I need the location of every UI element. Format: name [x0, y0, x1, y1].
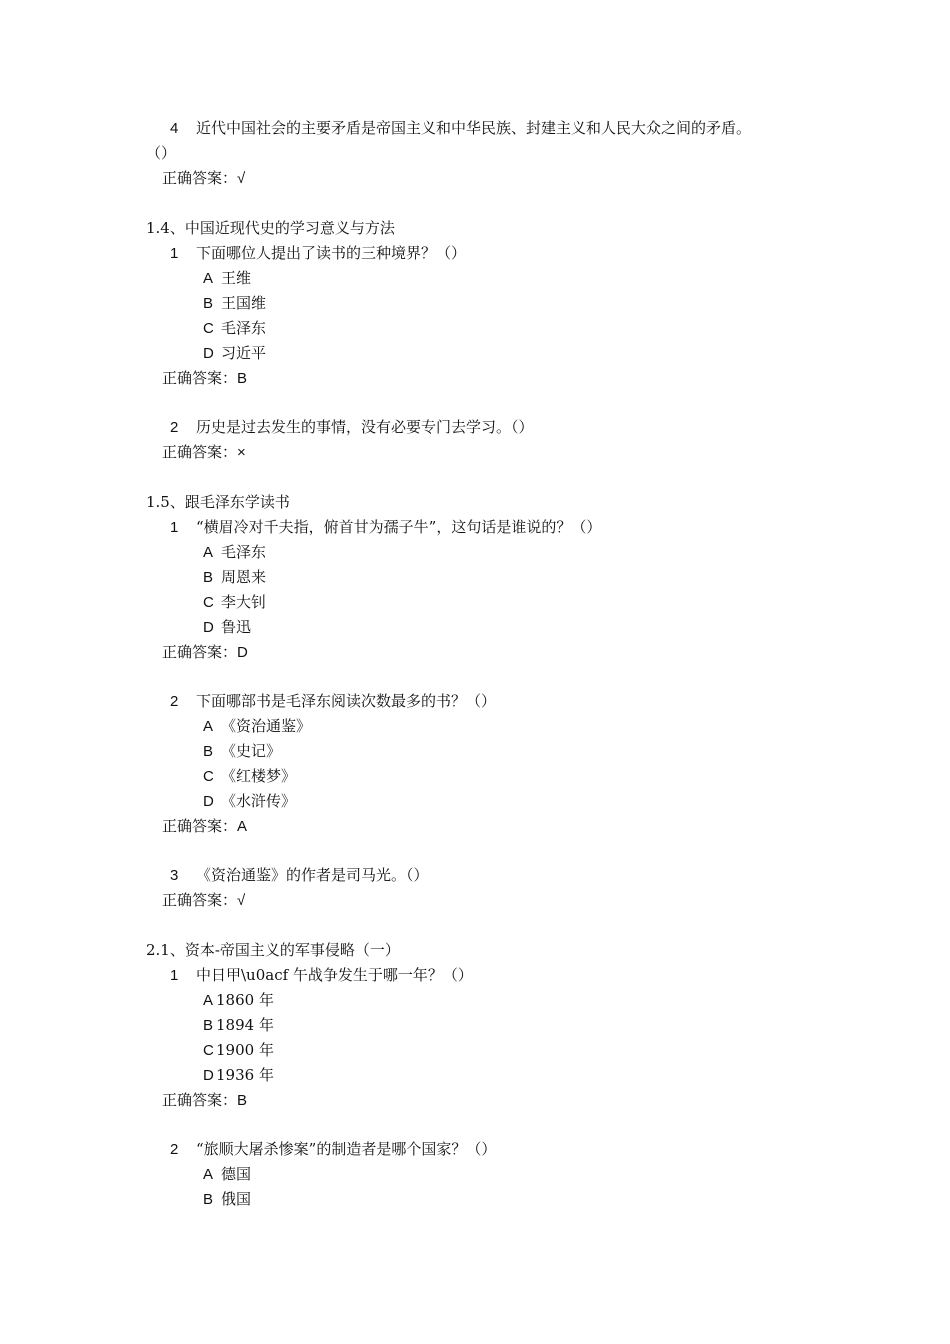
option-text: 《史记》	[221, 742, 282, 760]
answer-line	[162, 642, 248, 663]
option-letter: D	[203, 793, 214, 810]
question-number: 4	[170, 120, 179, 137]
option-letter: A	[203, 544, 214, 561]
option-letter: D	[203, 1067, 214, 1084]
option-line	[203, 990, 274, 1011]
option-letter: A	[203, 1166, 214, 1183]
option-text: 王国维	[221, 294, 267, 312]
question-number: 2	[170, 1141, 179, 1158]
question-number: 2	[170, 693, 179, 710]
option-letter: D	[203, 345, 214, 362]
question-text: 近代中国社会的主要矛盾是帝国主义和中华民族、封建主义和人民大众之间的矛盾。	[196, 119, 752, 137]
question-text: 《资治通鉴》的作者是司马光。（）	[196, 866, 429, 884]
question-line	[170, 965, 473, 986]
option-text: 《资治通鉴》	[221, 717, 312, 735]
question-line	[170, 243, 466, 264]
option-letter: C	[203, 768, 214, 785]
answer-value: D	[237, 644, 248, 661]
option-text: 《水浒传》	[221, 792, 297, 810]
answer-line	[162, 816, 247, 837]
answer-line	[162, 168, 245, 189]
option-text: 1900 年	[216, 1041, 274, 1059]
question-line	[170, 118, 751, 139]
option-line	[203, 1164, 251, 1185]
question-text: 中日甲\u0acf 午战争发生于哪一年？（）	[196, 966, 473, 984]
answer-value: B	[237, 370, 248, 387]
option-letter: C	[203, 320, 214, 337]
option-text: 毛泽东	[221, 319, 267, 337]
option-line	[203, 268, 251, 289]
answer-value: √	[237, 170, 246, 187]
option-letter: B	[203, 295, 214, 312]
option-text: 德国	[221, 1165, 252, 1183]
option-letter: C	[203, 1042, 214, 1059]
question-number: 1	[170, 519, 179, 536]
option-letter: D	[203, 619, 214, 636]
section-title: 1.4、中国近现代史的学习意义与方法	[146, 219, 395, 237]
option-text: 俄国	[221, 1190, 252, 1208]
option-letter: A	[203, 992, 214, 1009]
section-title: 1.5、跟毛泽东学读书	[146, 493, 290, 511]
question-line	[170, 691, 496, 712]
answer-label: 正确答案：	[162, 169, 238, 187]
option-text: 李大钊	[221, 593, 267, 611]
answer-label: 正确答案：	[162, 1091, 238, 1109]
option-line	[203, 318, 266, 339]
answer-line	[162, 368, 247, 389]
option-letter: C	[203, 594, 214, 611]
question-text: “旅顺大屠杀惨案”的制造者是哪个国家？（）	[196, 1140, 497, 1158]
option-text: 鲁迅	[221, 618, 252, 636]
option-letter: A	[203, 270, 214, 287]
answer-line	[162, 442, 246, 463]
option-line	[203, 567, 266, 588]
question-line	[170, 517, 601, 538]
option-text: 《红楼梦》	[221, 767, 297, 785]
question-number: 3	[170, 867, 179, 884]
option-line	[203, 293, 266, 314]
question-text: 下面哪部书是毛泽东阅读次数最多的书？（）	[196, 692, 497, 710]
answer-line	[162, 890, 245, 911]
option-letter: A	[203, 718, 214, 735]
option-line	[203, 1189, 251, 1210]
question-number: 2	[170, 419, 179, 436]
option-line	[203, 343, 266, 364]
question-number: 1	[170, 245, 179, 262]
answer-label: 正确答案：	[162, 643, 238, 661]
option-line	[203, 592, 266, 613]
question-text: 下面哪位人提出了读书的三种境界？（）	[196, 244, 467, 262]
option-text: 王维	[221, 269, 252, 287]
answer-value: √	[237, 892, 246, 909]
question-text: 历史是过去发生的事情，没有必要专门去学习。（）	[196, 418, 534, 436]
option-line	[203, 791, 296, 812]
option-text: 1860 年	[216, 991, 274, 1009]
option-text: 周恩来	[221, 568, 267, 586]
answer-value: B	[237, 1092, 248, 1109]
option-line	[203, 716, 311, 737]
answer-label: 正确答案：	[162, 891, 238, 909]
question-line	[170, 417, 534, 438]
answer-value: A	[237, 818, 248, 835]
option-line	[203, 1040, 274, 1061]
option-line	[203, 741, 281, 762]
section-title: 2.1、资本-帝国主义的军事侵略（一）	[146, 941, 400, 959]
question-text: “横眉冷对千夫指，俯首甘为孺子牛”，这句话是谁说的？（）	[196, 518, 602, 536]
option-text: 1894 年	[216, 1016, 274, 1034]
answer-label: 正确答案：	[162, 369, 238, 387]
answer-value: ×	[237, 444, 246, 461]
question-number: 1	[170, 967, 179, 984]
option-line	[203, 1015, 274, 1036]
question-line	[170, 1139, 496, 1160]
question-paren: （）	[146, 144, 177, 162]
option-letter: B	[203, 743, 214, 760]
option-line	[203, 1065, 274, 1086]
question-line	[170, 865, 429, 886]
option-letter: B	[203, 1017, 214, 1034]
option-letter: B	[203, 1191, 214, 1208]
answer-line	[162, 1090, 247, 1111]
option-text: 1936 年	[216, 1066, 274, 1084]
answer-label: 正确答案：	[162, 817, 238, 835]
option-text: 毛泽东	[221, 543, 267, 561]
option-letter: B	[203, 569, 214, 586]
answer-label: 正确答案：	[162, 443, 238, 461]
option-line	[203, 542, 266, 563]
option-text: 习近平	[221, 344, 267, 362]
option-line	[203, 617, 251, 638]
option-line	[203, 766, 296, 787]
